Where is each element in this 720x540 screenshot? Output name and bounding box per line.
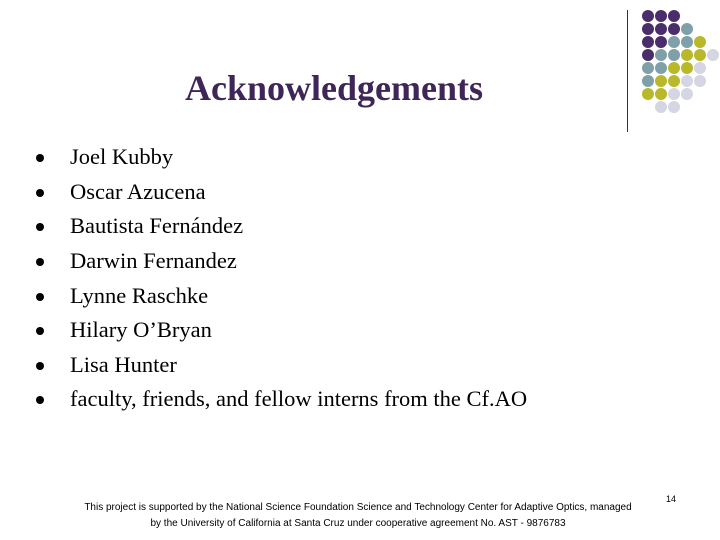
decor-dot [642,10,654,22]
list-item-text: Oscar Azucena [70,178,206,204]
decor-dot [694,75,706,87]
bullet-icon [36,154,44,162]
decor-dot [681,36,693,48]
decor-dot [668,23,680,35]
list-item-text: Hilary O’Bryan [70,317,212,343]
decor-dot [655,10,667,22]
decor-dot [655,36,667,48]
list-item-text: Joel Kubby [70,144,174,170]
decor-dot [668,75,680,87]
funding-footnote [48,500,668,532]
decor-dot [642,23,654,35]
decor-dot [681,75,693,87]
decor-dot [642,36,654,48]
list-item-text: Lisa Hunter [70,351,177,377]
list-item-text: faculty, friends, and fellow interns from the Cf.AO [70,386,528,412]
decor-dot [668,62,680,74]
footnote-line-2: by the University of California at Santa Cruz under cooperative agreement No. AST - 9876783 [150,518,566,529]
bullet-icon [36,327,44,335]
page-number: 14 [666,494,677,504]
decor-dot [655,23,667,35]
decor-dot [668,101,680,113]
decor-dot [694,62,706,74]
decor-dot [681,49,693,61]
list-item-text: Lynne Raschke [70,282,209,308]
slide-title: Acknowledgements [185,68,483,108]
decor-dot [694,49,706,61]
decor-dot [694,36,706,48]
decor-dot [668,36,680,48]
decor-dot [642,49,654,61]
decor-dot [668,10,680,22]
decor-dot [681,62,693,74]
bullet-icon [36,396,44,404]
footnote-line-1: This project is supported by the National Science Foundation Science and Technology Center for Adaptive Optics, managed [84,502,632,513]
bullet-icon [36,258,44,266]
bullet-icon [36,223,44,231]
decor-dot [707,49,719,61]
list-item-text: Bautista Fernández [70,213,244,239]
decor-dot [668,49,680,61]
bullet-icon [36,189,44,197]
list-item-text: Darwin Fernandez [70,248,237,274]
decor-dot [655,49,667,61]
decor-dot [668,88,680,100]
bullet-icon [36,293,44,301]
decor-dot [681,88,693,100]
bullet-icon [36,362,44,370]
decor-dot [681,23,693,35]
